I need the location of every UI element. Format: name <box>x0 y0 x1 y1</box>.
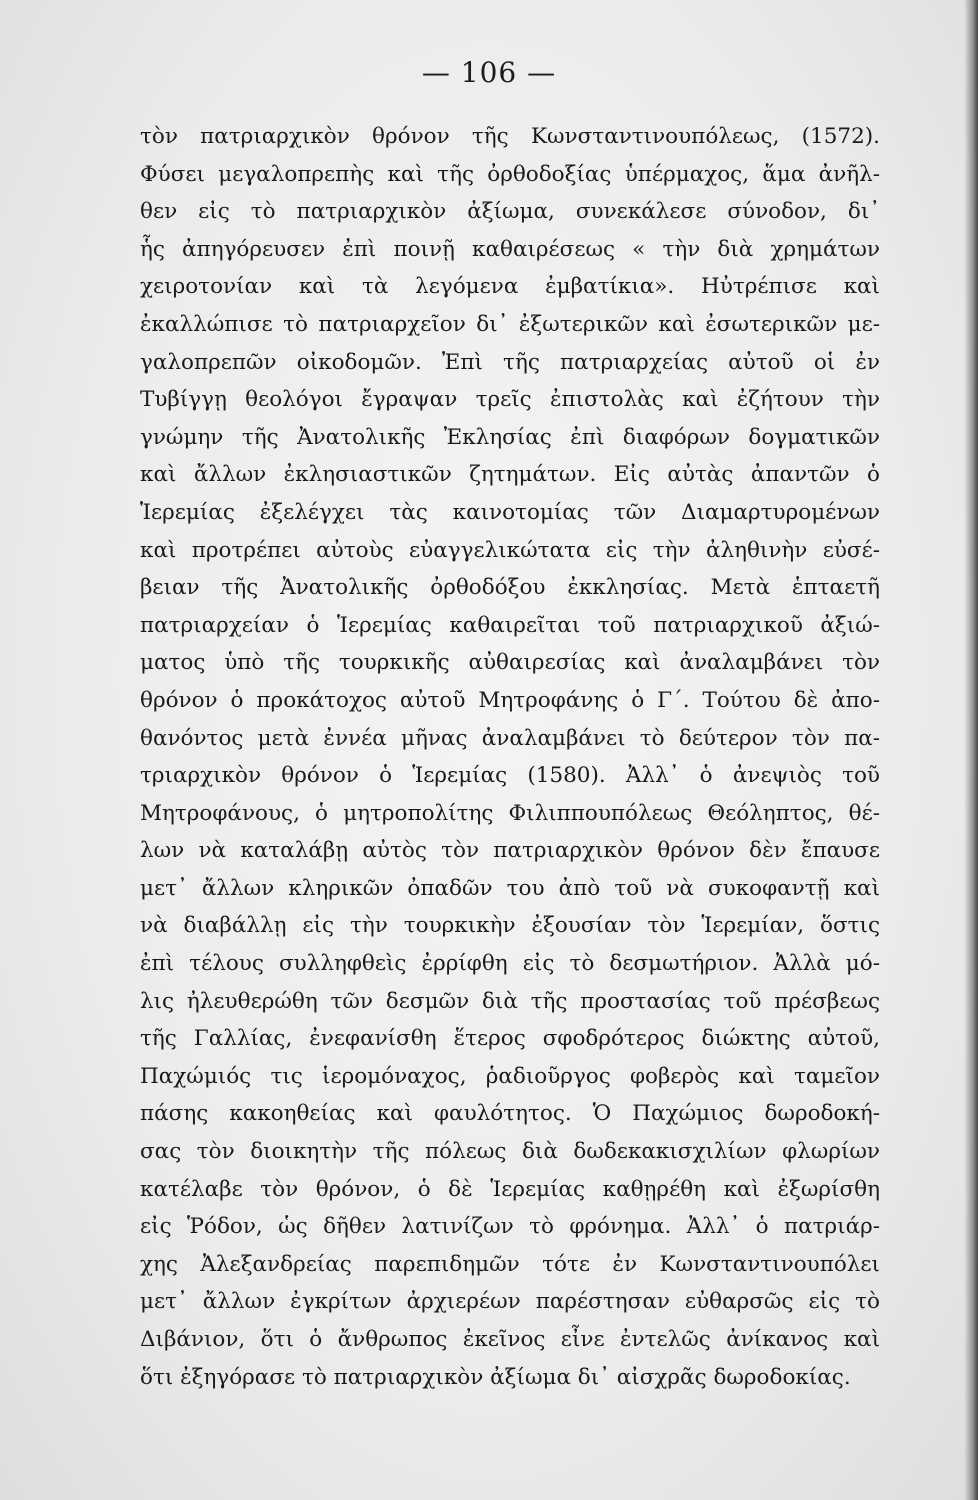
text-line: Διβάνιον, ὅτι ὁ ἄνθρωπος ἐκεῖνος εἶνε ἐντελῶς ἀνίκανος καὶ <box>140 1327 880 1352</box>
page-edge-shadow <box>964 0 978 1500</box>
text-line: θρόνον ὁ προκάτοχος αὐτοῦ Μητροφάνης ὁ Γ΄. Τούτου δὲ ἀπο- <box>140 687 880 713</box>
text-line: ὅτι ἐξηγόρασε τὸ πατριαρχικὸν ἀξίωμα δι᾽ αἰσχρᾶς δωροδοκίας. <box>140 1364 851 1390</box>
text-line: νὰ διαβάλλῃ εἰς τὴν τουρκικὴν ἐξουσίαν τὸν Ἱερεμίαν, ὅστις <box>140 913 880 939</box>
text-line: τὸν πατριαρχικὸν θρόνον τῆς Κωνσταντινουπόλεως, (1572). <box>140 124 880 149</box>
text-line: καὶ ἄλλων ἐκλησιαστικῶν ζητημάτων. Εἰς αὐτὰς ἀπαντῶν ὁ <box>140 462 880 488</box>
text-line: ἐπὶ τέλους συλληφθεὶς ἐρρίφθη εἰς τὸ δεσμωτήριον. Ἀλλὰ μό- <box>140 951 880 977</box>
text-line: τῆς Γαλλίας, ἐνεφανίσθη ἕτερος σφοδρότερος διώκτης αὐτοῦ, <box>140 1026 880 1052</box>
text-line: χειροτονίαν καὶ τὰ λεγόμενα ἐμβατίκια». Ηὐτρέπισε καὶ <box>140 274 880 300</box>
text-line: μετ᾽ ἄλλων κληρικῶν ὀπαδῶν του ἀπὸ τοῦ νὰ συκοφαντῇ καὶ <box>140 875 880 901</box>
text-line: Μητροφάνους, ὁ μητροπολίτης Φιλιππουπόλεως Θεόληπτος, θέ- <box>140 800 880 826</box>
text-line: χης Ἀλεξανδρείας παρεπιδημῶν τότε ἐν Κωνσταντινουπόλει <box>140 1251 880 1277</box>
text-line: Φύσει μεγαλοπρεπὴς καὶ τῆς ὀρθοδοξίας ὑπέρμαχος, ἅμα ἀνῆλ- <box>140 161 880 187</box>
text-line: ἧς ἀπηγόρευσεν ἐπὶ ποινῇ καθαιρέσεως « τὴν διὰ χρημάτων <box>140 236 880 262</box>
page-body-text <box>140 118 880 1396</box>
page-number: — 106 — <box>421 56 557 89</box>
text-line: πάσης κακοηθείας καὶ φαυλότητος. Ὁ Παχώμιος δωροδοκή- <box>140 1101 880 1127</box>
text-line: βειαν τῆς Ἀνατολικῆς ὀρθοδόξου ἐκκλησίας. Μετὰ ἑπταετῆ <box>140 575 880 601</box>
text-line: ματος ὑπὸ τῆς τουρκικῆς αὐθαιρεσίας καὶ ἀναλαμβάνει τὸν <box>140 650 880 676</box>
text-line: θεν εἰς τὸ πατριαρχικὸν ἀξίωμα, συνεκάλεσε σύνοδον, δι᾽ <box>140 199 880 225</box>
text-line: εἰς Ῥόδον, ὡς δῆθεν λατινίζων τὸ φρόνημα. Ἀλλ᾽ ὁ πατριάρ- <box>140 1214 880 1240</box>
text-line: πατριαρχείαν ὁ Ἱερεμίας καθαιρεῖται τοῦ πατριαρχικοῦ ἀξιώ- <box>140 612 880 638</box>
text-line: ἐκαλλώπισε τὸ πατριαρχεῖον δι᾽ ἐξωτερικῶν καὶ ἐσωτερικῶν με- <box>140 311 880 337</box>
text-line: Ἱερεμίας ἐξελέγχει τὰς καινοτομίας τῶν Διαμαρτυρομένων <box>140 499 880 525</box>
text-line: Παχώμιός τις ἱερομόναχος, ῥαδιοῦργος φοβερὸς καὶ ταμεῖον <box>140 1063 880 1089</box>
text-line: γνώμην τῆς Ἀνατολικῆς Ἐκλησίας ἐπὶ διαφόρων δογματικῶν <box>140 424 880 450</box>
text-line: γαλοπρεπῶν οἰκοδομῶν. Ἐπὶ τῆς πατριαρχείας αὐτοῦ οἱ ἐν <box>140 349 880 375</box>
text-line: καὶ προτρέπει αὐτοὺς εὐαγγελικώτατα εἰς τὴν ἀληθινὴν εὐσέ- <box>140 537 880 563</box>
text-line: θανόντος μετὰ ἐννέα μῆνας ἀναλαμβάνει τὸ δεύτερον τὸν πα- <box>140 725 880 751</box>
text-line: μετ᾽ ἄλλων ἐγκρίτων ἀρχιερέων παρέστησαν εὐθαρσῶς εἰς τὸ <box>140 1289 880 1315</box>
text-line: λις ἠλευθερώθη τῶν δεσμῶν διὰ τῆς προστασίας τοῦ πρέσβεως <box>140 988 880 1014</box>
text-line: σας τὸν διοικητὴν τῆς πόλεως διὰ δωδεκακισχιλίων φλωρίων <box>140 1139 880 1165</box>
text-line: τριαρχικὸν θρόνον ὁ Ἱερεμίας (1580). Ἀλλ᾽ ὁ ἀνεψιὸς τοῦ <box>140 763 880 789</box>
text-line: κατέλαβε τὸν θρόνον, ὁ δὲ Ἱερεμίας καθῃρέθη καὶ ἐξωρίσθη <box>140 1176 880 1202</box>
text-line: λων νὰ καταλάβῃ αὐτὸς τὸν πατριαρχικὸν θρόνον δὲν ἔπαυσε <box>140 838 880 864</box>
text-line: Τυβίγγῃ θεολόγοι ἔγραψαν τρεῖς ἐπιστολὰς καὶ ἐζήτουν τὴν <box>140 387 880 413</box>
